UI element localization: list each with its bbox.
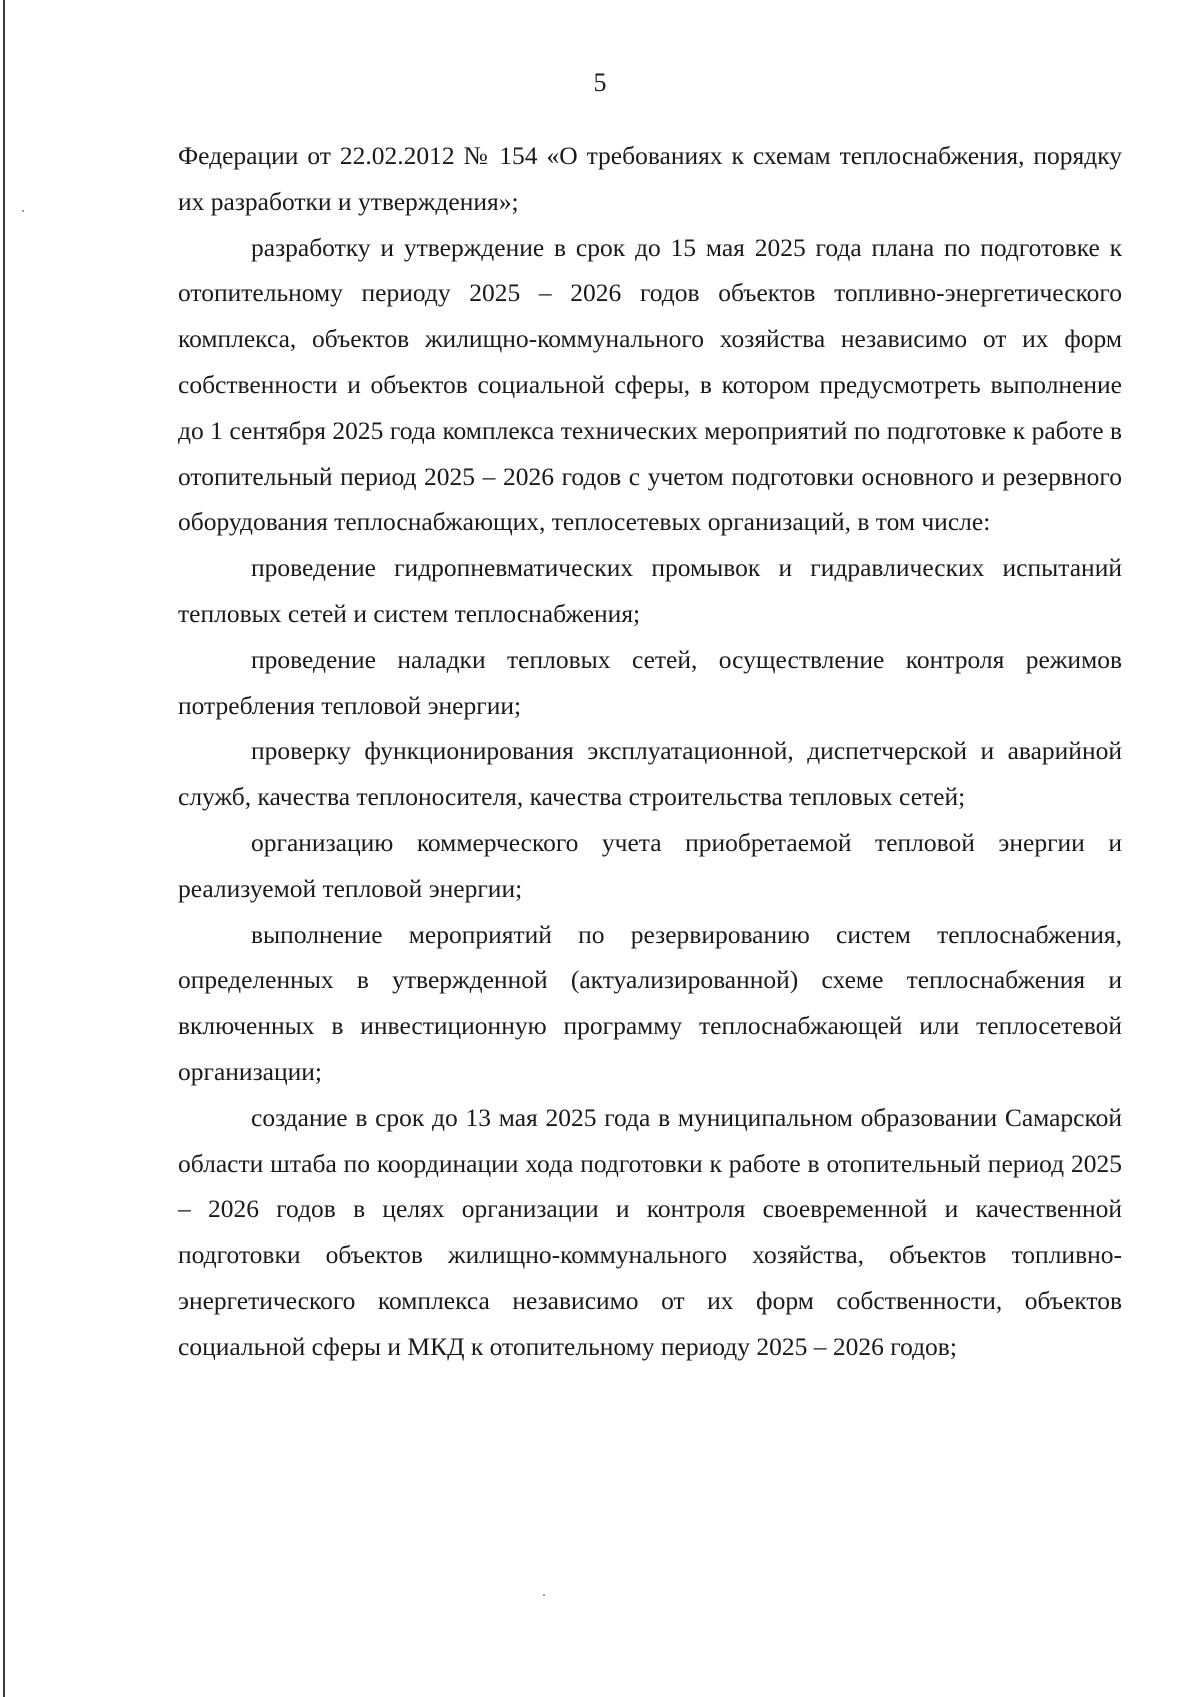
document-body [178,133,1122,1370]
paragraph: разработку и утверждение в срок до 15 мая 2025 года плана по подготовке к отопительному периоду 2025 – 2026 годов объектов топливно-энергетического комплекса, объектов жилищно-коммунального хозяйства независимо от их форм собственности и объектов социальной сферы, в котором предусмотреть выполнение до 1 сентября 2025 года комплекса технических мероприятий по подготовке к работе в отопительный период 2025 – 2026 годов с учетом подготовки основного и резервного оборудования теплоснабжающих, теплосетевых организаций, в том числе: [178,232,1122,537]
scan-speck [543,1594,545,1596]
paragraph: организацию коммерческого учета приобретаемой тепловой энергии и реализуемой тепловой энергии; [178,827,1122,903]
paragraph: проведение гидропневматических промывок и гидравлических испытаний тепловых сетей и систем теплоснабжения; [178,553,1122,628]
scan-speck [22,210,24,212]
paragraph: проведение наладки тепловых сетей, осуществление контроля режимов потребления тепловой энергии; [178,644,1122,720]
paragraph: Федерации от 22.02.2012 № 154 «О требованиях к схемам теплоснабжения, порядку их разработки и утверждения»; [178,141,1122,216]
paragraph: выполнение мероприятий по резервированию систем теплоснабжения, определенных в утвержденной (актуализированной) схеме теплоснабжения и включенных в инвестиционную программу теплоснабжающей или теплосетевой организации; [178,919,1122,1086]
page-number: 5 [593,68,607,97]
paragraph: проверку функционирования эксплуатационной, диспетчерской и аварийной служб, качества теплоносителя, качества строительства тепловых сетей; [178,736,1122,812]
scan-edge-line [3,0,5,1697]
paragraph: создание в срок до 13 мая 2025 года в муниципальном образовании Самарской области штаба по координации хода подготовки к работе в отопительный период 2025 – 2026 годов в целях организации и контроля своевременной и качественной подготовки объектов жилищно-коммунального хозяйства, объектов топливно-энергетического комплекса независимо от их форм собственности, объектов социальной сферы и МКД к отопительному периоду 2025 – 2026 годов; [178,1102,1122,1361]
